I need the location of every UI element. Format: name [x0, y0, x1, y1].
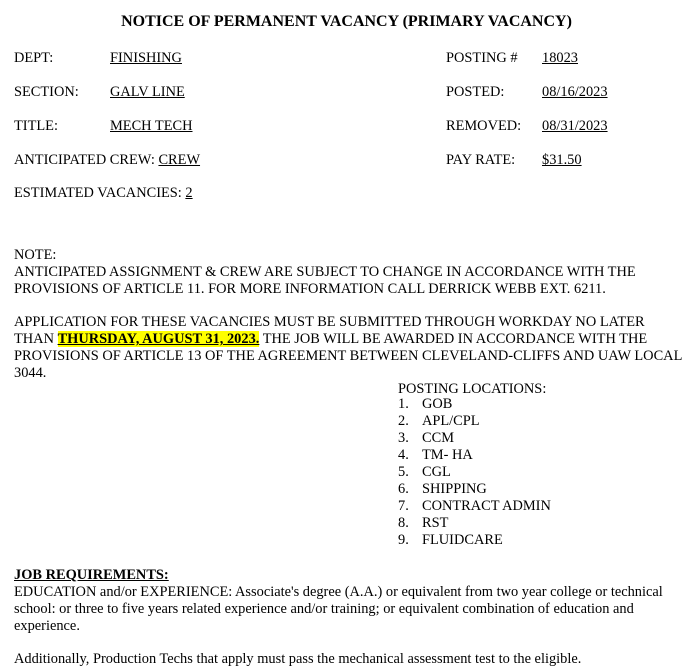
posting-location-number: 6. [398, 481, 409, 497]
posting-location-item [398, 430, 551, 447]
posting-location-number: 4. [398, 447, 409, 463]
dept-label: DEPT: [14, 50, 54, 66]
posting-location-name: GOB [422, 396, 453, 412]
posting-location-number: 3. [398, 430, 409, 446]
posting-location-name: TM- HA [422, 447, 473, 463]
posting-location-name: CCM [422, 430, 454, 446]
application-paragraph [14, 314, 684, 382]
posting-location-item [398, 464, 551, 481]
posting-location-name: CONTRACT ADMIN [422, 498, 551, 514]
posting-location-item [398, 532, 551, 549]
vacancies-label: ESTIMATED VACANCIES: [14, 185, 182, 201]
posting-number-label: POSTING # [446, 50, 518, 66]
application-text-after: THE JOB WILL BE AWARDED IN ACCORDANCE WITH THE PROVISIONS OF ARTICLE 13 OF THE AGREEMENT BETWEEN CLEVELAND-CLIFFS AND UAW LOCAL 3044. [14, 331, 682, 381]
removed-label: REMOVED: [446, 118, 522, 134]
application-deadline: THURSDAY, AUGUST 31, 2023. [57, 331, 260, 347]
posting-location-item [398, 396, 551, 413]
posting-location-name: APL/CPL [422, 413, 480, 429]
crew-value: CREW [158, 152, 201, 168]
pay-rate-value: $31.50 [542, 152, 582, 168]
vacancies-field [14, 185, 193, 202]
vacancies-value: 2 [185, 185, 193, 201]
posting-location-name: CGL [422, 464, 451, 480]
posting-location-name: FLUIDCARE [422, 532, 503, 548]
education-requirement: EDUCATION and/or EXPERIENCE: Associate's degree (A.A.) or equivalent from two year college or technical school: or three to five years related experience and/or training; or equivalent combination of education and experience. [14, 584, 663, 634]
posting-location-item [398, 498, 551, 515]
posting-locations-heading: POSTING LOCATIONS: [398, 381, 547, 397]
page-title: NOTICE OF PERMANENT VACANCY (PRIMARY VACANCY) [121, 13, 572, 30]
posting-location-item [398, 481, 551, 498]
posting-number-value: 18023 [542, 50, 578, 66]
title-label: TITLE: [14, 118, 58, 134]
note-section [14, 247, 684, 298]
posting-location-item [398, 447, 551, 464]
posting-location-name: SHIPPING [422, 481, 487, 497]
job-requirements-section [14, 567, 684, 635]
dept-value: FINISHING [110, 50, 182, 66]
posting-location-item [398, 413, 551, 430]
posting-location-number: 9. [398, 532, 409, 548]
posting-locations-list [398, 396, 551, 549]
section-value: GALV LINE [110, 84, 185, 100]
crew-label: ANTICIPATED CREW: [14, 152, 155, 168]
title-value: MECH TECH [110, 118, 193, 134]
crew-field [14, 152, 200, 169]
application-text-before: APPLICATION FOR THESE VACANCIES MUST BE SUBMITTED THROUGH WORKDAY NO LATER THAN [14, 314, 645, 347]
removed-value: 08/31/2023 [542, 118, 608, 134]
posting-location-number: 1. [398, 396, 409, 412]
posted-label: POSTED: [446, 84, 505, 100]
posting-location-number: 2. [398, 413, 409, 429]
posting-location-item [398, 515, 551, 532]
note-label: NOTE: [14, 247, 57, 263]
posting-location-name: RST [422, 515, 449, 531]
job-requirements-heading: JOB REQUIREMENTS: [14, 567, 169, 583]
posting-location-number: 5. [398, 464, 409, 480]
section-label: SECTION: [14, 84, 79, 100]
posting-location-number: 7. [398, 498, 409, 514]
posting-location-number: 8. [398, 515, 409, 531]
pay-rate-label: PAY RATE: [446, 152, 516, 168]
posted-value: 08/16/2023 [542, 84, 608, 100]
additional-requirement: Additionally, Production Techs that apply must pass the mechanical assessment test to the eligible. [14, 651, 582, 667]
note-text: ANTICIPATED ASSIGNMENT & CREW ARE SUBJECT TO CHANGE IN ACCORDANCE WITH THE PROVISIONS OF ARTICLE 11. FOR MORE INFORMATION CALL DERRICK WEBB EXT. 6211. [14, 264, 636, 297]
